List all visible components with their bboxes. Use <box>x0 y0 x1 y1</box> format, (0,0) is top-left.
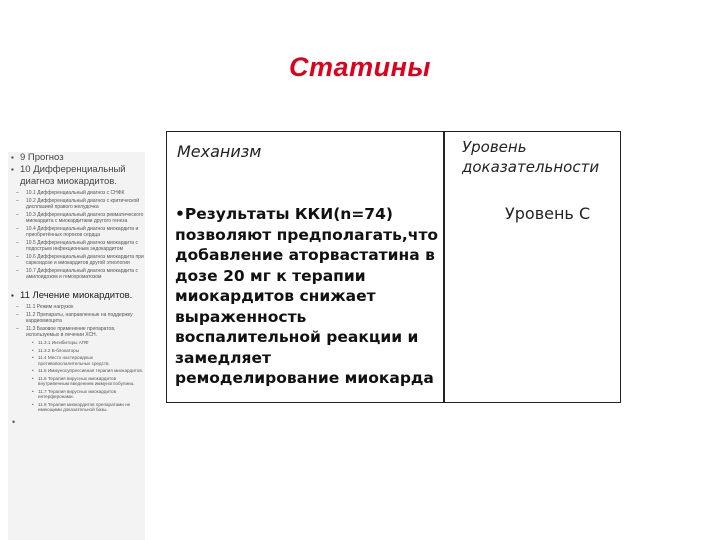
sidebar-item: – 10.2 Дифференциальный диагноз с критической дисплазией правого желудочка <box>8 198 145 210</box>
sidebar-item: • 11.7 Терапия вирусных миокардитов интерферонами. <box>8 389 145 400</box>
sidebar-item: • 11.3.1 Ингибиторы АПФ <box>8 340 145 346</box>
sidebar-item: ▪ 11 Лечение миокардитов. <box>8 290 145 302</box>
sidebar-item: – 10.3 Дифференциальный диагноз ревматического миокардита с миокардитами другого генеза <box>8 212 145 224</box>
empty-bullet-icon: • <box>12 416 16 427</box>
sidebar-item: • 11.6 Терапия вирусных миокардитов внутривенным введением иммуноглобулина. <box>8 376 145 387</box>
sidebar-item: ▪ 10 Дифференциальный диагноз миокардитов. <box>8 164 145 188</box>
sidebar-item: – 10.4 Дифференциальный диагноз миокардита и приобретённых пороков сердца <box>8 226 145 238</box>
level-value: Уровень С <box>505 204 591 223</box>
mechanism-text: •Результаты ККИ(n=74) позволяют предполагать,что добавление аторвастатина в дозе 20 мг к терапии миокардитов снижает выраженность воспалительной реакции и замедляет ремоделирование миокарда <box>175 205 439 387</box>
sidebar-item: ▪ 9 Прогноз <box>8 152 145 164</box>
column-divider <box>443 132 445 402</box>
sidebar-item: – 10.1 Дифференциальный диагноз с СНФК <box>8 190 145 196</box>
sidebar-item: • 11.3.2 Б-блокаторы <box>8 348 145 354</box>
sidebar-item: – 11.1 Режим нагрузок <box>8 304 145 310</box>
sidebar-item: – 10.6 Дифференциальный диагноз миокардита при саркоидозе и миокардитов другой этиологии <box>8 254 145 266</box>
sidebar-item: • 11.8 Терапия миокардитов препаратами не имеющими доказательной базы. <box>8 402 145 413</box>
sidebar-list <box>8 152 145 413</box>
sidebar-item: • 11.5 Иммуносупрессивная терапия миокардитов. <box>8 368 145 374</box>
sidebar-item: • 11.4 Место настероидных противовоспалительных средств. <box>8 355 145 366</box>
slide-title: Статины <box>289 52 431 82</box>
sidebar-item: – 10.7 Дифференциальный диагноз миокардита с амилоидозом и гемохроматозом <box>8 268 145 280</box>
sidebar-item: – 11.3 Базовое применение препаратов, используемых в лечении ХСН. <box>8 326 145 338</box>
sidebar-outline <box>8 152 145 540</box>
mechanism-header: Механизм <box>177 142 262 161</box>
sidebar-item: – 11.2 Препараты, направленные на поддержку кардиомиоцита <box>8 312 145 324</box>
level-header: Уровень доказательности <box>462 138 600 176</box>
sidebar-item: – 10.5 Дифференциальный диагноз миокардита с подострым инфекционным эндокардитом <box>8 240 145 252</box>
